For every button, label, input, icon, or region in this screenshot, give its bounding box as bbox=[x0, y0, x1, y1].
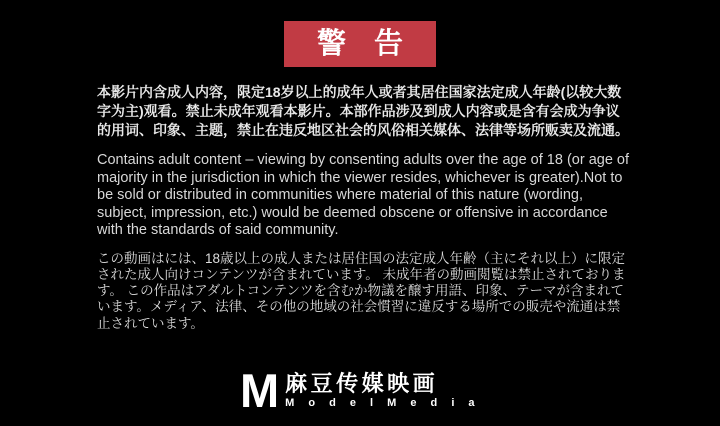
logo-text-block bbox=[285, 372, 480, 409]
logo-brand-name-chinese: 麻豆传媒映画 bbox=[285, 371, 439, 397]
warning-notice bbox=[97, 83, 631, 332]
warning-banner bbox=[284, 21, 436, 67]
warning-title: 警 告 bbox=[316, 27, 414, 60]
logo-brand-name-english: M o d e l M e d i a bbox=[285, 397, 481, 410]
notice-paragraph-chinese: 本影片内含成人内容，限定18岁以上的成年人或者其居住国家法定成人年龄(以较大数字为主)观看。禁止未成年观看本影片。本部作品涉及到成人内容或是含有会成为争议的用词、印象、主题，禁止在违反地区社会的风俗相关媒体、法律等场所贩卖及流通。 bbox=[97, 84, 629, 138]
model-media-logo bbox=[0, 364, 720, 417]
logo-monogram-m: M bbox=[239, 364, 280, 417]
notice-paragraph-japanese: この動画はには、18歳以上の成人または居住国の法定成人年齢（主にそれ以上）に限定された成人向けコンテンツが含まれています。 未成年者の動画閲覧は禁止されております。 この作品はアダルトコンテンツを含むか物議を醸す用語、印象、テーマが含まれています。メディア、法律、その他の地域の社会慣習に違反する場所での販売や流通は禁止されています。 bbox=[97, 250, 626, 331]
notice-paragraph-english: Contains adult content – viewing by consenting adults over the age of 18 (or age of majority in the jurisdiction in which the viewer resides, whichever is greater).Not to be sold or distributed in communities where material of this nature (wording, subject, impression, etc.) would be deemed obscene or offensive in accordance with the standards of said community. bbox=[97, 152, 630, 238]
